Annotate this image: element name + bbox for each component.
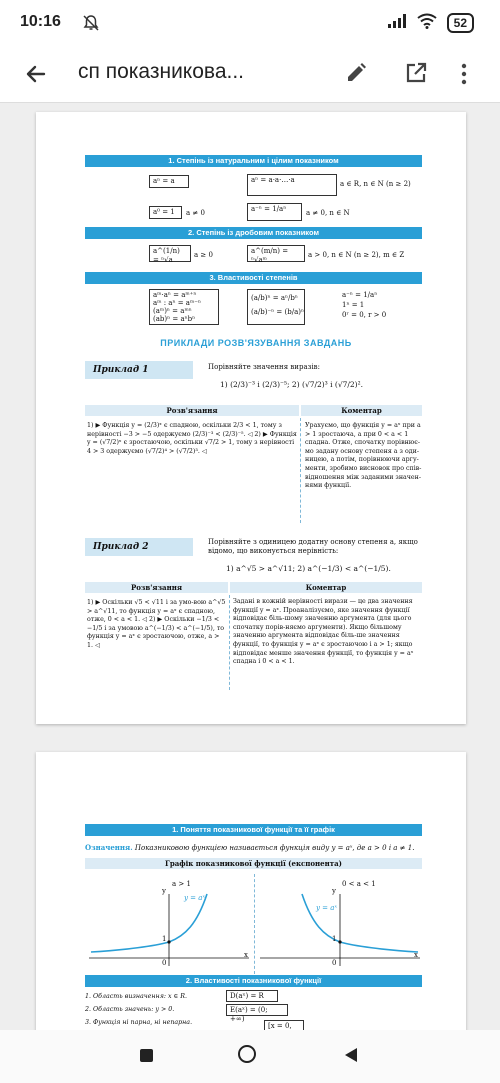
signal-icon: [387, 13, 407, 33]
more-vert-icon[interactable]: [460, 62, 468, 90]
recents-square-icon[interactable]: [140, 1049, 153, 1062]
section-1-header: 1. Степінь із натуральним і цілим показником: [85, 155, 422, 167]
formula-box: aᵐ·aⁿ = aᵐ⁺ⁿ aᵐ : aⁿ = aᵐ⁻ⁿ (aᵐ)ⁿ = aᵐⁿ (ab)ⁿ = aⁿbⁿ: [149, 289, 219, 325]
example-1-comment: Урахуємо, що функція y = aˣ при a > 1 зростаюча, а при 0 < a < 1 спадна. Отже, спочатку порівнює-мо задану основу степеня a з оди-ницею, а потім, порівнюючи аргу-менти, зробимо висновок про спів-відношення між заданими значен-нями функції.: [305, 422, 422, 490]
solution-header: Розв'язання: [85, 405, 299, 416]
example-2-task: Порівняйте з одиницею додатну основу степеня a, якщо відомо, що виконується нерівність:: [208, 538, 418, 555]
example-1-label: Приклад 1: [85, 361, 193, 379]
graph-left-curve-label: y = aˣ: [184, 894, 205, 902]
formula-box: aⁿ = a: [149, 175, 189, 188]
property-box: [x = 0,: [264, 1020, 304, 1032]
navigation-bar: [0, 1030, 500, 1083]
formula-note: a ∈ R, n ∈ N (n ≥ 2): [340, 180, 411, 188]
example-2-solution: 1) ▶ Оскільки √5 < √11 і за умо-вою a^√5 > a^√11, то функція y = aˣ є спадною, отже, 0 < a < 1. ◁ 2) ▶ Оскільки −1/3 < −1/5 і за умовою a^(−1/3) < a^(−1/5), то функція y = aˣ є зростаючою, отже, a > 1. ◁: [87, 599, 226, 649]
document-page-2: [36, 752, 466, 1037]
document-title: сп показникова...: [78, 60, 245, 83]
solution-header: Розв'язання: [85, 582, 228, 593]
formula-box: a⁻ⁿ = 1/aⁿ: [247, 203, 302, 221]
example-2-label: Приклад 2: [85, 538, 193, 556]
example-1-exprs: 1) (2/3)⁻³ і (2/3)⁻⁵; 2) (√7/2)³ і (√7/2)².: [220, 380, 363, 389]
definition-label: Означення.: [85, 843, 133, 852]
graph-right-origin: 0: [332, 959, 337, 967]
document-page-1: [36, 112, 466, 724]
graph-title: Графік показникової функції (експонента): [85, 858, 422, 869]
status-time: 10:16: [20, 13, 61, 30]
formula-box: a^(m/n) = ⁿ√aᵐ: [247, 245, 305, 262]
formula-note: a ≠ 0, n ∈ N: [306, 209, 350, 217]
graph-right-y-label: y: [332, 887, 336, 895]
formula-box: a⁻ⁿ = 1/aⁿ 1ⁿ = 1 0ʳ = 0, r > 0: [339, 289, 389, 325]
property-item: 3. Функція ні парна, ні непарна.: [85, 1019, 193, 1026]
formula-box: (a/b)ⁿ = aⁿ/bⁿ (a/b)⁻ⁿ = (b/a)ⁿ: [247, 289, 305, 325]
section-1-header: 1. Поняття показникової функції та її графік: [85, 824, 422, 836]
graph-right-x-label: x: [414, 951, 418, 959]
status-icons: [387, 12, 474, 34]
graph-left-one: 1: [162, 935, 167, 943]
formula-box: a^(1/n) = ⁿ√a: [149, 245, 191, 262]
back-arrow-icon[interactable]: [24, 62, 48, 90]
property-box: E(aˣ) = (0; +∞): [226, 1004, 288, 1016]
property-item: 2. Область значень: y > 0.: [85, 1006, 175, 1013]
section-2-header: 2. Степінь із дробовим показником: [85, 227, 422, 239]
open-external-icon[interactable]: [404, 61, 428, 89]
formula-box: aⁿ = a·a·…·a: [247, 174, 337, 196]
example-1-solution: 1) ▶ Функція y = (2/3)ˣ є спадною, оскільки 2/3 < 1, тому з нерівності −3 > −5 одержуємо (2/3)⁻³ < (2/3)⁻⁵. ◁ 2) ▶ Функція y = (√7/2)ˣ є зростаючою, оскільки √7/2 > 1, тому з нерівності 4 > 3 одержуємо (√7/2)⁴ > (√7/2)³. ◁: [87, 422, 297, 455]
home-circle-icon[interactable]: [238, 1045, 256, 1063]
back-triangle-icon[interactable]: [343, 1047, 359, 1067]
graph-left-y-label: y: [162, 887, 166, 895]
section-3-header: 3. Властивості степенів: [85, 272, 422, 284]
comment-header: Коментар: [301, 405, 422, 416]
graph-decreasing: [256, 890, 424, 970]
graph-right-caption: 0 < a < 1: [342, 880, 376, 888]
graph-divider: [254, 874, 255, 974]
example-2-comment: Задані в кожній нерівності вирази — це два значення функції y = aˣ. Проаналізуємо, яке значення функції відповідає біль-шому значенню аргумента (для цього спочатку порів-няємо аргументи). Якщо більшому значенню аргумента відповідає біль-ше значення функції, то функція y = aˣ є зростаючою і a > 1; якщо відповідає менше значення функції, то функція y = aˣ спадна і 0 < a < 1.: [233, 598, 414, 666]
examples-header: ПРИКЛАДИ РОЗВ'ЯЗУВАННЯ ЗАВДАНЬ: [160, 338, 352, 348]
example-2-exprs: 1) a^√5 > a^√11; 2) a^(−1/3) < a^(−1/5).: [226, 564, 391, 573]
edit-pencil-icon[interactable]: [344, 61, 368, 89]
comment-header: Коментар: [230, 582, 422, 593]
formula-box: a⁰ = 1: [149, 206, 182, 219]
example-1-task: Порівняйте значення виразів:: [208, 363, 320, 371]
formula-note: a ≥ 0: [194, 251, 213, 259]
app-bar: [0, 46, 500, 103]
graph-left-caption: a > 1: [172, 880, 191, 888]
bell-muted-icon: [82, 14, 100, 36]
column-divider: [300, 418, 301, 523]
wifi-icon: [417, 13, 437, 33]
status-bar: [0, 0, 500, 46]
graph-left-x-label: x: [244, 951, 248, 959]
battery-indicator: 52: [447, 13, 474, 33]
graph-left-origin: 0: [162, 959, 167, 967]
formula-note: a ≠ 0: [186, 209, 205, 217]
definition-text: Показниковою функцією називається функція виду y = aˣ, де a > 0 і a ≠ 1.: [134, 844, 415, 852]
graph-right-curve-label: y = aˣ: [316, 904, 337, 912]
column-divider: [229, 595, 230, 690]
graph-increasing: [85, 890, 253, 970]
graph-right-one: 1: [332, 935, 337, 943]
property-box: D(aˣ) = R: [226, 990, 278, 1002]
section-2-header: 2. Властивості показникової функції: [85, 975, 422, 987]
property-item: 1. Область визначення: x ∈ R.: [85, 993, 187, 1000]
formula-note: a > 0, n ∈ N (n ≥ 2), m ∈ Z: [308, 251, 405, 259]
